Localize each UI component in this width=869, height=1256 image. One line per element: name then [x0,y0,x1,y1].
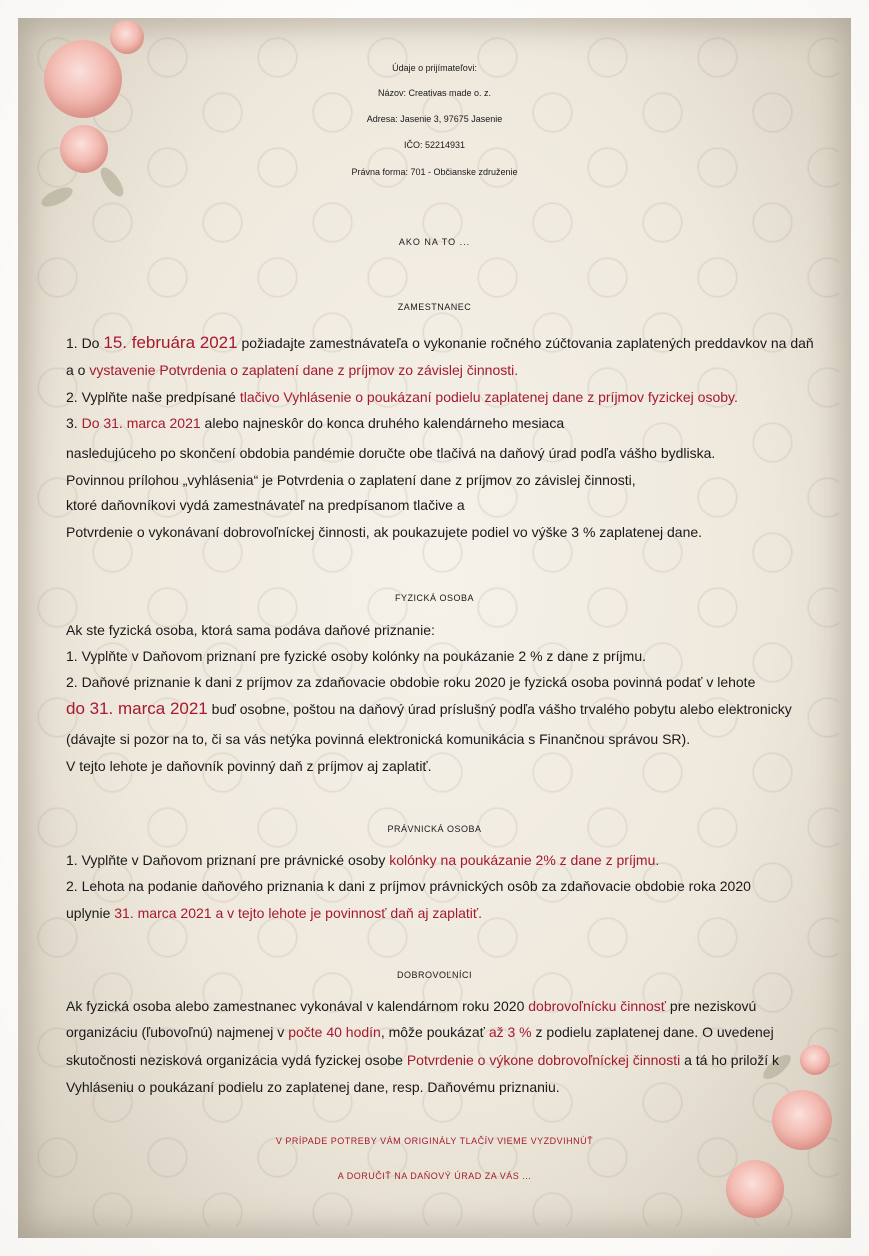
dobrovolnici-line-4: Vyhláseniu o poukázaní podielu zo zaplatenej dane, resp. Daňovému priznaniu. [66,1079,560,1095]
rose-flower-top-left [44,40,122,118]
text: 2. Vyplňte naše predpísané [66,389,240,405]
highlight-text: vystavenie Potvrdenia o zaplatení dane z príjmov zo závislej činnosti. [89,362,519,378]
text: buď osobne, poštou na daňový úrad príslušný podľa vášho trvalého pobytu alebo elektronicky [207,701,792,717]
dobrovolnici-line-3 [66,1050,779,1070]
fyzicka-point-2-cont [66,699,792,719]
zamestnanec-attachment-note-3: Potvrdenie o vykonávaní dobrovoľníckej činnosti, ak poukazujete podiel vo výške 3 % zaplatenej dane. [66,524,703,540]
text: Ak fyzická osoba alebo zamestnanec vykonával v kalendárnom roku 2020 [66,998,529,1014]
pravnicka-point-2-cont [66,903,482,923]
section-heading-pravnicka-osoba: PRÁVNICKÁ OSOBA [387,824,482,834]
highlight-text: až 3 % [488,1024,532,1040]
leaf-top-left-2 [39,183,76,210]
highlight-text: Potvrdenie o výkone dobrovoľníckej činnosti [406,1052,681,1068]
zamestnanec-point-3-cont: nasledujúceho po skončení obdobia pandémie doručte obe tlačivá na daňový úrad podľa vášho bydliska. [66,445,716,461]
zamestnanec-point-1-cont [66,360,518,380]
zamestnanec-point-1 [66,333,814,353]
text: , môže poukázať [380,1024,489,1040]
dobrovolnici-line-2 [66,1022,774,1042]
fyzicka-note: (dávajte si pozor na to, či sa vás netýka povinná elektronická komunikácia s Finančnou správou SR). [66,731,691,747]
text: alebo najneskôr do konca druhého kalendárneho mesiaca [200,415,565,431]
rose-flower-top-left-bud [110,20,144,54]
pravnicka-point-2: 2. Lehota na podanie daňového priznania k dani z príjmov právnických osôb za zdaňovacie obdobie roka 2020 [66,878,751,894]
text: a tá ho priloží k [680,1052,780,1068]
recipient-name: Názov: Creativas made o. z. [377,88,492,98]
text: z podielu zaplatenej dane. O uvedenej [531,1024,774,1040]
recipient-legal-form: Právna forma: 701 - Občianske združenie [351,167,518,177]
text: 1. Do [66,335,104,351]
text: a o [66,362,90,378]
zamestnanec-point-2 [66,387,738,407]
zamestnanec-attachment-note-2: ktoré daňovníkovi vydá zamestnávateľ na predpísanom tlačive a [66,497,465,513]
text: skutočnosti nezisková organizácia vydá fyzickej osobe [66,1052,407,1068]
section-heading-zamestnanec: ZAMESTNANEC [397,302,472,312]
text: pre neziskovú [666,998,757,1014]
highlight-text: dobrovoľnícku činnosť [528,998,667,1014]
highlight-text: kolónky na poukázanie 2% z dane z príjmu. [389,852,660,868]
text: uplynie [66,905,115,921]
recipient-heading: Údaje o prijímateľovi: [392,63,477,73]
highlight-text: počte 40 hodín [288,1024,381,1040]
highlight-text: tlačivo Vyhlásenie o poukázaní podielu zaplatenej dane z príjmov fyzickej osoby. [239,389,738,405]
text: organizáciu (ľubovoľnú) najmenej v [66,1024,289,1040]
fyzicka-payment-note: V tejto lehote je daňovník povinný daň z príjmov aj zaplatiť. [66,758,432,774]
dobrovolnici-line-1 [66,996,756,1016]
text: 1. Vyplňte v Daňovom priznaní pre právnické osoby [66,852,390,868]
text: požiadajte zamestnávateľa o vykonanie ročného zúčtovania zaplatených preddavkov na daň [237,335,814,351]
zamestnanec-attachment-note: Povinnou prílohou „vyhlásenia“ je Potvrdenia o zaplatení dane z príjmov zo závislej činnosti, [66,472,636,488]
section-heading-dobrovolnici: DOBROVOĽNÍCI [396,970,472,980]
fyzicka-intro: Ak ste fyzická osoba, ktorá sama podáva daňové priznanie: [66,622,435,638]
footer-line-1: V PRÍPADE POTREBY VÁM ORIGINÁLY TLAČÍV VIEME VYZDVIHNÚŤ [275,1136,594,1146]
zamestnanec-point-3 [66,413,564,433]
fyzicka-point-2: 2. Daňové priznanie k dani z príjmov za zdaňovacie obdobie roku 2020 je fyzická osoba povinná podať v lehote [66,674,756,690]
footer-line-2: A DORUČIŤ NA DAŇOVÝ ÚRAD ZA VÁS ... [337,1171,532,1181]
rose-flower-bottom-right-bud [800,1045,830,1075]
highlight-text: 31. marca 2021 a v tejto lehote je povinnosť daň aj zaplatiť. [114,905,482,921]
pravnicka-point-1 [66,850,659,870]
recipient-ico: IČO: 52214931 [403,140,466,150]
deadline-date: do 31. marca 2021 [66,699,208,718]
deadline-date: Do 31. marca 2021 [81,415,201,431]
deadline-date: 15. februára 2021 [103,333,238,352]
section-heading-fyzicka-osoba: FYZICKÁ OSOBA [394,593,474,603]
page-title: AKO NA TO ... [398,237,471,247]
recipient-address: Adresa: Jasenie 3, 97675 Jasenie [366,114,503,124]
fyzicka-point-1: 1. Vyplňte v Daňovom priznaní pre fyzické osoby kolónky na poukázanie 2 % z dane z príjmu. [66,648,647,664]
text: 3. [66,415,82,431]
